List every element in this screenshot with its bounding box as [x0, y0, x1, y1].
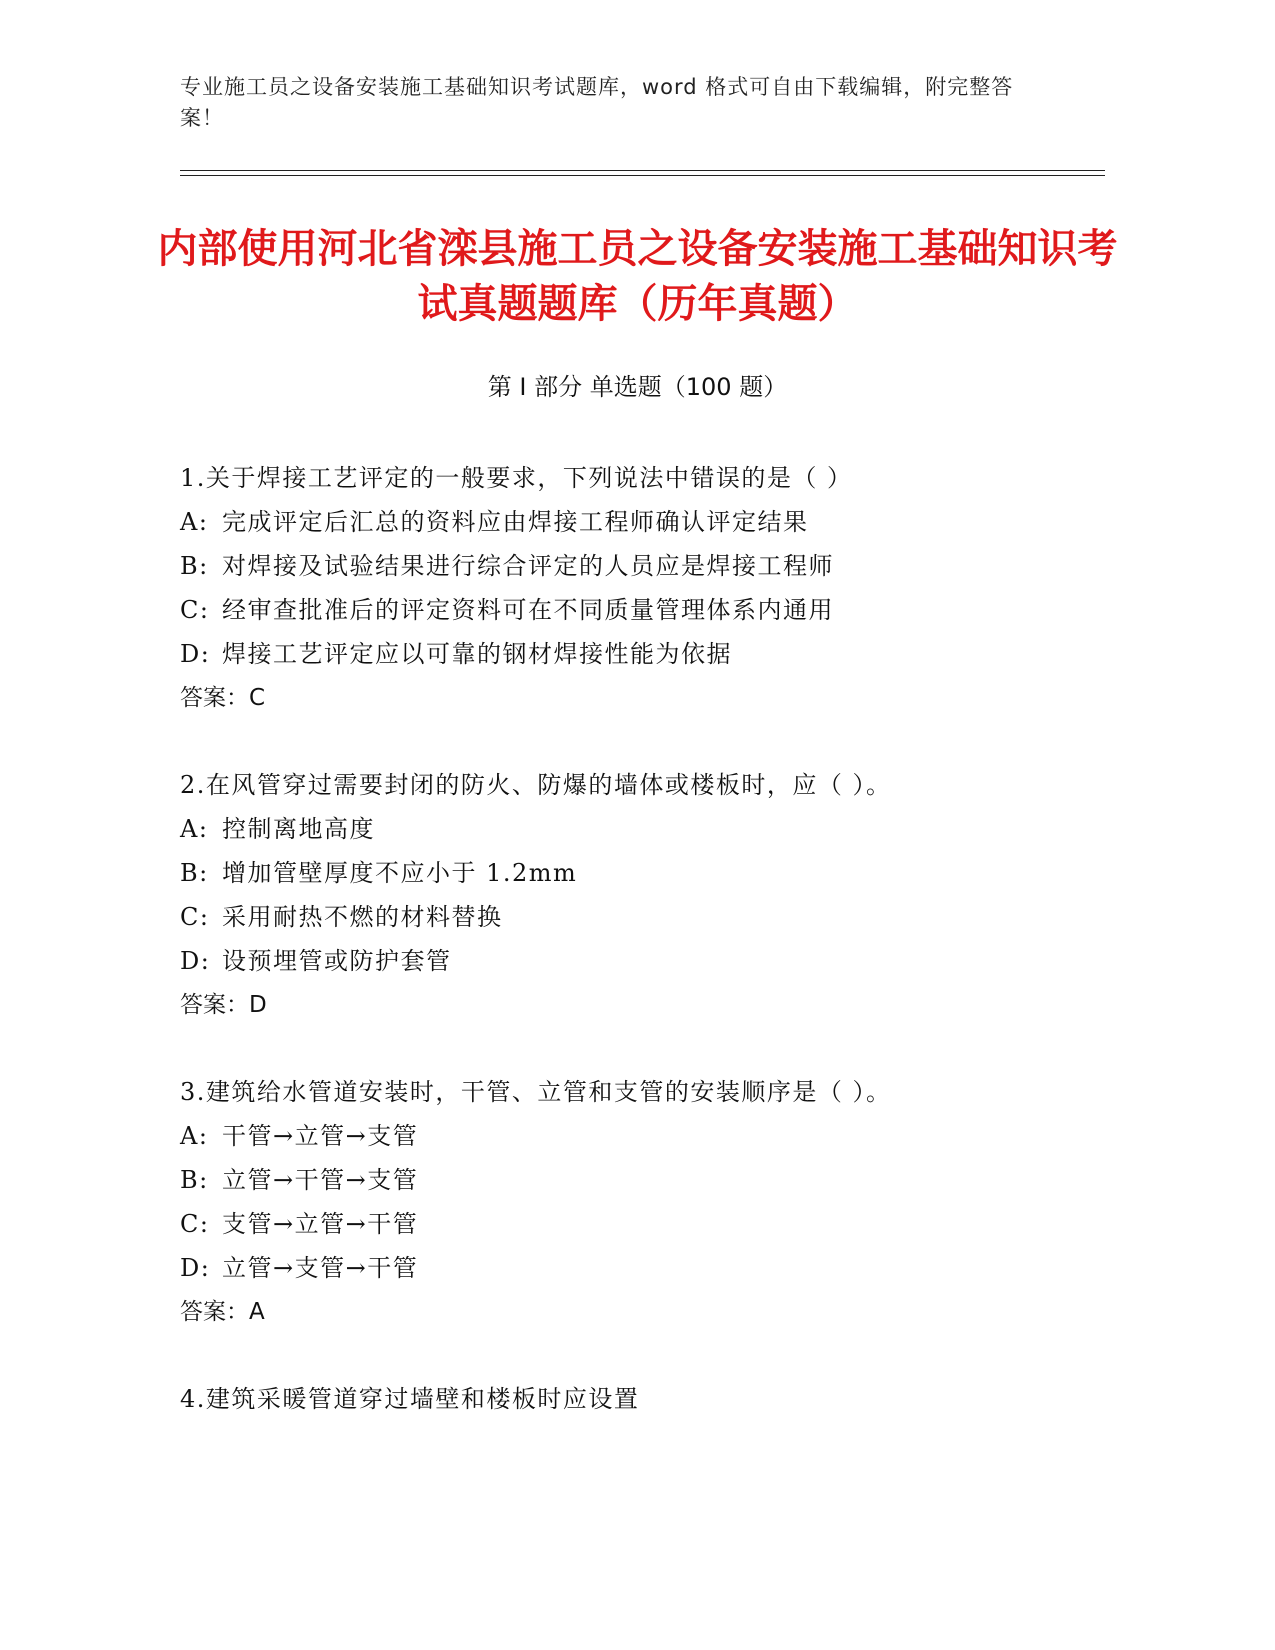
header-divider-top — [180, 170, 1105, 171]
option-letter: C: — [180, 1210, 210, 1238]
option-d — [180, 632, 1100, 676]
option-b — [180, 544, 1100, 588]
document-title: 内部使用河北省滦县施工员之设备安装施工基础知识考试真题题库（历年真题） — [157, 226, 1118, 327]
option-letter: C: — [180, 596, 210, 624]
option-text: 焊接工艺评定应以可靠的钢材焊接性能为依据 — [222, 640, 732, 668]
answer: 答案：D — [180, 992, 267, 1018]
question-stem: 3.建筑给水管道安装时，干管、立管和支管的安装顺序是（ ）。 — [180, 1078, 892, 1106]
option-d — [180, 939, 1100, 983]
option-text: 控制离地高度 — [222, 815, 375, 843]
header-note: 专业施工员之设备安装施工基础知识考试题库，word 格式可自由下载编辑，附完整答案！ — [180, 75, 1014, 130]
option-letter: A: — [180, 815, 209, 843]
option-letter: A: — [180, 508, 209, 536]
option-text: 增加管壁厚度不应小于 1.2mm — [222, 859, 578, 887]
option-text: 设预埋管或防护套管 — [222, 947, 452, 975]
question-stem: 4.建筑采暖管道穿过墙壁和楼板时应设置 — [180, 1385, 640, 1413]
option-text: 完成评定后汇总的资料应由焊接工程师确认评定结果 — [222, 508, 809, 536]
option-text: 立管→干管→支管 — [222, 1166, 419, 1194]
question-3 — [180, 1070, 1100, 1334]
option-text: 立管→支管→干管 — [222, 1254, 419, 1282]
question-list — [180, 456, 1100, 1464]
option-letter: D: — [180, 1254, 211, 1282]
option-text: 支管→立管→干管 — [222, 1210, 419, 1238]
option-a — [180, 1114, 1100, 1158]
answer: 答案：C — [180, 685, 266, 711]
question-stem: 1.关于焊接工艺评定的一般要求，下列说法中错误的是（ ） — [180, 464, 853, 492]
option-c — [180, 1202, 1100, 1246]
question-2 — [180, 763, 1100, 1027]
option-text: 对焊接及试验结果进行综合评定的人员应是焊接工程师 — [222, 552, 834, 580]
option-b — [180, 1158, 1100, 1202]
question-4 — [180, 1377, 1100, 1421]
option-text: 经审查批准后的评定资料可在不同质量管理体系内通用 — [222, 596, 834, 624]
option-letter: D: — [180, 640, 211, 668]
option-d — [180, 1246, 1100, 1290]
option-letter: D: — [180, 947, 211, 975]
option-text: 干管→立管→支管 — [222, 1122, 419, 1150]
question-stem: 2.在风管穿过需要封闭的防火、防爆的墙体或楼板时，应（ ）。 — [180, 771, 892, 799]
option-letter: B: — [180, 859, 209, 887]
option-c — [180, 895, 1100, 939]
question-1 — [180, 456, 1100, 720]
option-text: 采用耐热不燃的材料替换 — [222, 903, 503, 931]
answer: 答案：A — [180, 1299, 265, 1325]
section-title: 第 I 部分 单选题（100 题） — [487, 373, 788, 401]
header-divider-bottom — [180, 175, 1105, 176]
option-letter: C: — [180, 903, 210, 931]
option-letter: B: — [180, 552, 209, 580]
option-a — [180, 807, 1100, 851]
option-a — [180, 500, 1100, 544]
option-b — [180, 851, 1100, 895]
option-c — [180, 588, 1100, 632]
option-letter: B: — [180, 1166, 209, 1194]
option-letter: A: — [180, 1122, 209, 1150]
